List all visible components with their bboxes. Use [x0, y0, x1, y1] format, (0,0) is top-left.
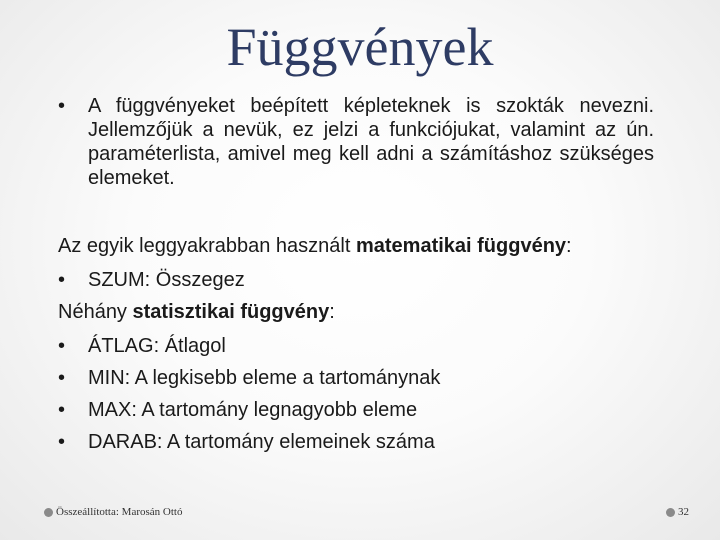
intro-text: A függvényeket beépített képleteknek is szokták nevezni. Jellemzőjük a nevük, ez jelzi a funkciójukat, valamint az ún. paraméterlista, amivel meg kell adni a számításhoz szükséges elemeket.: [88, 95, 654, 189]
footer-page-number: [666, 506, 689, 518]
math-heading-bold: matematikai függvény: [355, 235, 567, 257]
footer-dot-icon: [666, 508, 675, 517]
slide-body: [58, 234, 678, 462]
slide-title: Függvények: [226, 17, 494, 77]
stat-heading: [58, 300, 678, 324]
stat-heading-suffix: :: [329, 301, 335, 323]
page-number-text: 32: [678, 506, 689, 518]
list-item: [58, 366, 678, 390]
stat-heading-prefix: Néhány: [58, 301, 133, 323]
bullet-icon: •: [58, 367, 66, 389]
footer-dot-icon: [44, 508, 53, 517]
intro-item: [58, 94, 654, 190]
bullet-icon: •: [58, 399, 66, 421]
intro-paragraph: [58, 94, 654, 190]
bullet-icon: •: [58, 95, 66, 117]
list-item: [58, 398, 678, 422]
stat-heading-bold: statisztikai függvény: [132, 301, 330, 323]
bullet-icon: •: [58, 269, 66, 291]
math-heading: [58, 234, 678, 258]
list-item-text: MAX: A tartomány legnagyobb eleme: [88, 399, 418, 421]
bullet-icon: •: [58, 431, 66, 453]
list-item: [58, 430, 678, 454]
list-item-text: DARAB: A tartomány elemeinek száma: [88, 431, 435, 453]
list-item: [58, 268, 678, 292]
bullet-icon: •: [58, 335, 66, 357]
list-item: [58, 334, 678, 358]
list-item-text: MIN: A legkisebb eleme a tartománynak: [88, 367, 441, 389]
list-item-text: SZUM: Összegez: [88, 269, 245, 291]
math-heading-prefix: Az egyik leggyakrabban használt: [58, 235, 356, 257]
list-item-text: ÁTLAG: Átlagol: [88, 335, 226, 357]
math-heading-suffix: :: [566, 235, 572, 257]
footer-author: [44, 506, 182, 518]
footer-author-text: Összeállította: Marosán Ottó: [56, 506, 183, 518]
